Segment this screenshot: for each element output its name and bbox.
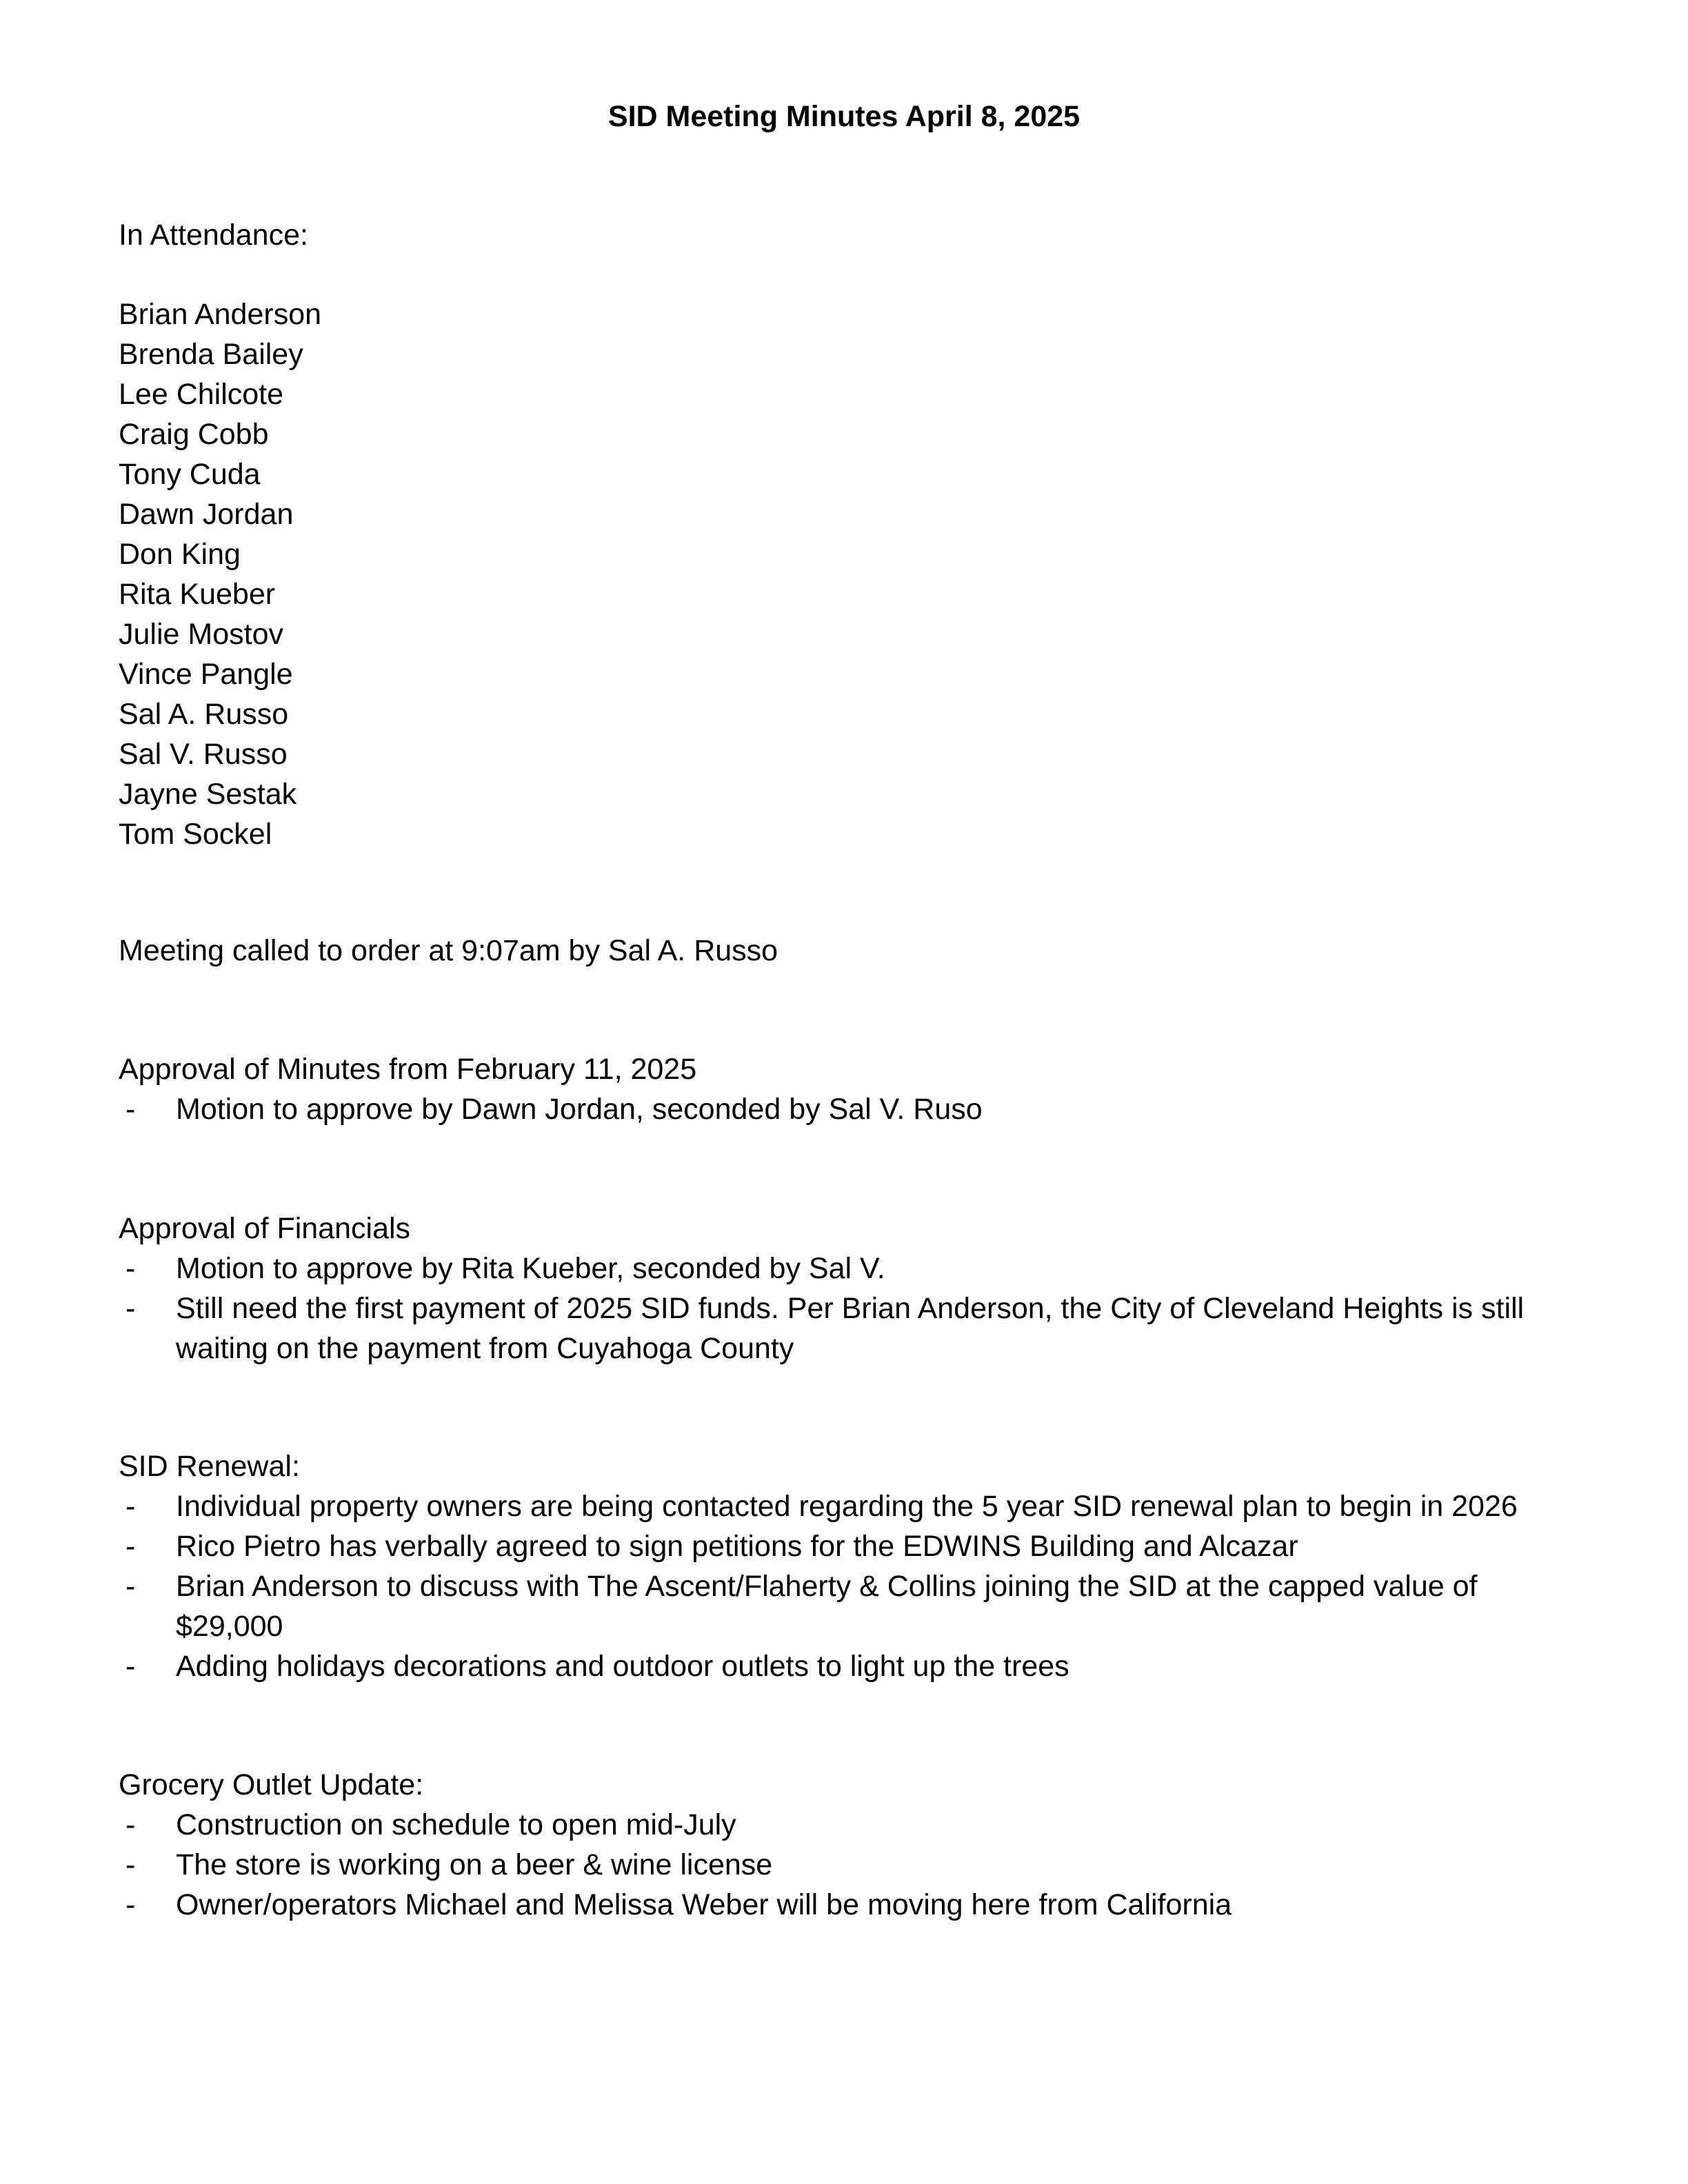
section-heading: Grocery Outlet Update: — [119, 1768, 424, 1801]
bullet-text: Owner/operators Michael and Melissa Weber will be moving here from California — [176, 1888, 1232, 1921]
attendee-name: Dawn Jordan — [119, 498, 294, 531]
attendance-section — [119, 215, 1580, 255]
attendee-name: Rita Kueber — [119, 578, 276, 611]
bullet-list — [119, 1248, 1580, 1368]
attendee-name: Julie Mostov — [119, 618, 283, 651]
bullet-dash: - — [125, 1650, 136, 1683]
bullet-item — [119, 1089, 1580, 1129]
bullet-item — [119, 1288, 1580, 1368]
call-to-order-text: Meeting called to order at 9:07am by Sal A. Russo — [119, 934, 778, 967]
bullet-dash: - — [125, 1848, 136, 1881]
bullet-item — [119, 1526, 1580, 1566]
bullet-dash: - — [125, 1530, 136, 1563]
bullet-item — [119, 1566, 1580, 1646]
bullet-text: Motion to approve by Rita Kueber, seconded by Sal V. — [176, 1252, 885, 1285]
bullet-item — [119, 1646, 1580, 1686]
bullet-text: Brian Anderson to discuss with The Ascent/Flaherty & Collins joining the SID at the capped value of $29,000 — [176, 1570, 1478, 1643]
bullet-text: Construction on schedule to open mid-July — [176, 1808, 736, 1841]
bullet-dash: - — [125, 1490, 136, 1523]
bullet-text: Individual property owners are being contacted regarding the 5 year SID renewal plan to begin in 2026 — [176, 1490, 1518, 1523]
page-title: SID Meeting Minutes April 8, 2025 — [607, 100, 1081, 133]
bullet-dash: - — [125, 1093, 136, 1126]
bullet-item — [119, 1805, 1580, 1845]
bullet-dash: - — [125, 1292, 136, 1325]
bullet-item — [119, 1885, 1580, 1925]
attendee-name: Brian Anderson — [119, 298, 322, 331]
bullet-item — [119, 1248, 1580, 1288]
attendee-name: Sal V. Russo — [119, 738, 288, 771]
attendee-name: Tom Sockel — [119, 818, 272, 851]
attendee-list — [119, 294, 1580, 854]
attendee-name: Don King — [119, 538, 241, 571]
section-heading: SID Renewal: — [119, 1450, 300, 1483]
attendee-name: Brenda Bailey — [119, 338, 303, 371]
bullet-dash: - — [125, 1252, 136, 1285]
financials-approval-section — [119, 1209, 1580, 1368]
attendee-name: Craig Cobb — [119, 418, 269, 451]
sid-renewal-section — [119, 1446, 1580, 1686]
attendee-name: Vince Pangle — [119, 658, 293, 691]
attendee-name: Tony Cuda — [119, 458, 261, 491]
bullet-list — [119, 1089, 1580, 1129]
section-heading: Approval of Minutes from February 11, 2025 — [119, 1053, 697, 1086]
section-heading: Approval of Financials — [119, 1212, 411, 1245]
bullet-text: The store is working on a beer & wine license — [176, 1848, 773, 1881]
bullet-text: Rico Pietro has verbally agreed to sign petitions for the EDWINS Building and Alcazar — [176, 1530, 1298, 1563]
attendee-name: Sal A. Russo — [119, 698, 289, 731]
bullet-item — [119, 1845, 1580, 1885]
bullet-item — [119, 1486, 1580, 1526]
minutes-approval-section — [119, 1049, 1580, 1129]
bullet-list — [119, 1486, 1580, 1686]
call-to-order-section — [119, 931, 1580, 971]
bullet-text: Adding holidays decorations and outdoor outlets to light up the trees — [176, 1650, 1069, 1683]
bullet-dash: - — [125, 1570, 136, 1603]
bullet-list — [119, 1805, 1580, 1925]
bullet-text: Motion to approve by Dawn Jordan, seconded by Sal V. Ruso — [176, 1093, 983, 1126]
grocery-outlet-section — [119, 1765, 1580, 1925]
bullet-dash: - — [125, 1888, 136, 1921]
attendee-name: Lee Chilcote — [119, 378, 284, 411]
bullet-dash: - — [125, 1808, 136, 1841]
attendee-name: Jayne Sestak — [119, 778, 297, 811]
attendance-heading: In Attendance: — [119, 219, 308, 252]
bullet-text: Still need the first payment of 2025 SID funds. Per Brian Anderson, the City of Cleveland Heights is still waiting on the payment from Cuyahoga County — [176, 1292, 1525, 1365]
